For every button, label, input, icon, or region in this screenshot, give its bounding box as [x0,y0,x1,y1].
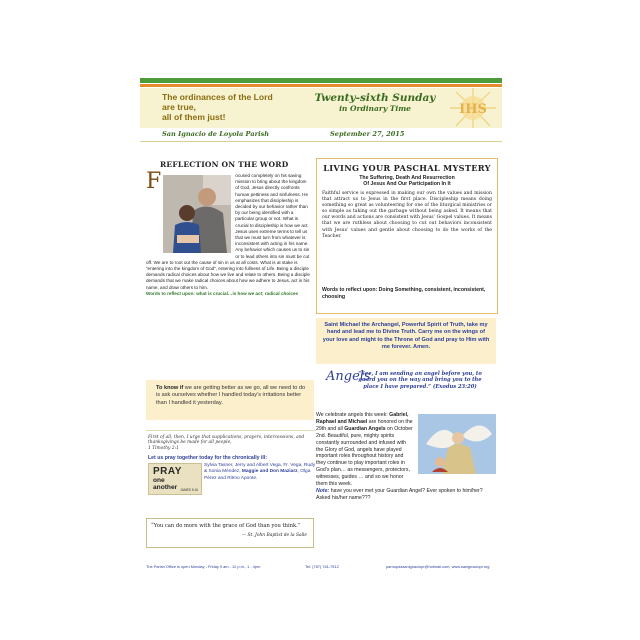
parish-name: San Ignacio de Loyola Parish [162,130,270,138]
sick-list-names: Sylvia Tasner, Jerry and Albert Vega, Fr. Vega, Rudy & Sonia Méndez, Maggie and Don Maziarz, Olga Pérez and Ritmo Aponte. [204,463,316,481]
angels-script-title: Angels [326,369,371,384]
ihs-sunburst-logo [450,88,496,128]
paschal-title: LIVING YOUR PASCHAL MYSTERY [323,163,491,173]
paschal-body: Faithful service is expressed in making our own the values and mission that attract us to Jesus in the first place. Discipleship means doing something so great as volunteering for one of the liturgical ministries or so simple as taking out the garbage without being asked. It means that our words and actions are consistent with Jesus’ Gospel values. It means that we are ruthless about choosing to cut out behaviors inconsistent with Jesus’ values and gentle about choosing to do the works of the Teacher. [322,191,492,239]
masthead-quote: The ordinances of the Lord are true, all of them just! [162,92,273,122]
know-if-box: To know if we are getting better as we go, all we need to do is ask ourselves whether I handled today’s irritations better than I handled it yesterday. [146,380,314,420]
angel-image [418,414,496,474]
paschal-subtitle: The Suffering, Death And Resurrection Of Jesus And Our Participation In It [359,175,455,188]
reflection-photo [163,175,231,253]
angel-painting [418,414,496,474]
man-and-child-image [163,175,231,253]
header-green-rule [140,78,502,83]
guardian-angel-note: Note: have you ever met your Guardian Angel? Ever spoken to him/her? Asked his/her name??? [316,487,483,501]
masthead [140,88,502,128]
exodus-quote: “See, I am sending an angel before you, to guard you on the way and bring you to the place I have prepared.” (Exodus 23:20) [358,371,482,390]
angels-article: We celebrate angels this week: Gabriel, Raphael and Michael are honored on the 29th and all Guardian Angels on October 2nd. Beautiful, pure, mighty spirits constantly surrounded and infused with the Glory of God, angels have played important roles throughout history and they continue to play important roles in God’s plan… as messengers, protectors, witnesses, guides … and so we honor them this week. Note: have you ever met your Guardian Angel? Ever spoken to him/her? Asked his/her name??? [316,412,496,502]
de-la-salle-quote-box [146,518,314,548]
paschal-mystery-box [316,158,498,314]
reflection-body: F ocused completely on his saving mission to bring about the kingdom of God, Jesus directly confronts human pettiness and sinfulness. He emphasizes that discipleship is decided by our behavior rather than by our being identified with a particular group or not. What is crucial to discipleship is how we act. Jesus uses extreme terms to tell us that we must turn from whatever is inconsistent with acting in his name. Any behavior which causes us to sin or to lead others into sin must be cut off. We are to root out the cause of sin in us at all costs. What is at stake is “entering into the kingdom of God”, entering into fullness of Life. Being a disciple demands radical choices about how we live and relate to others. Being a disciple demands that we make radical choices about how we adhere to Jesus, act in his name, and draw others to him. Words to reflect upon: what is crucial…is how we act; radical choices [146,169,310,296]
svg-text:IHS: IHS [459,102,487,117]
parish-contact: parroquiasanignaciopr@hotmail.com; www.sanignaciopr.org [386,564,490,569]
quote-text: “You can do more with the grace of God than you think.” [151,523,301,529]
st-michael-prayer: Saint Michael the Archangel, Powerful Spirit of Truth, take my hand and lead me to Divine Truth. Carry me on the wings of your love and might to the Throne of God and pray to Him with me forever. Amen. [322,322,490,350]
bulletin-page [140,78,502,578]
office-hours: The Parish Office is open Monday - Friday 9 am - 12 p.m., 1 - 4pm [146,564,261,569]
pray-one-another-graphic: PRAY one another JAMES 5:16 [148,463,202,495]
parish-phone: Tel: (787) 761-7512 [305,564,339,569]
timothy-verse: First of all, then, I urge that supplications, prayers, intercessions, and thanksgivings be made for all people, 1 Timothy 2:1 [148,435,305,451]
pray-for-ill-heading: Let us pray together today for the chronically ill: [148,455,268,461]
reflection-words-to-reflect: Words to reflect upon: what is crucial…is how we act; radical choices [146,290,299,296]
prayer-intentions [146,430,316,511]
drop-cap: F [146,169,162,194]
header-orange-rule [140,84,502,87]
bulletin-date: September 27, 2015 [330,130,405,138]
reflection-title: REFLECTION ON THE WORD [160,160,289,169]
quote-author: — St. John Baptist de la Salle [241,533,307,538]
sunday-title: Twenty-sixth Sunday in Ordinary Time [314,92,436,113]
st-michael-prayer-box [316,318,496,364]
paschal-words-to-reflect: Words to reflect upon: Doing Something, consistent, inconsistent, choosing [322,287,486,300]
